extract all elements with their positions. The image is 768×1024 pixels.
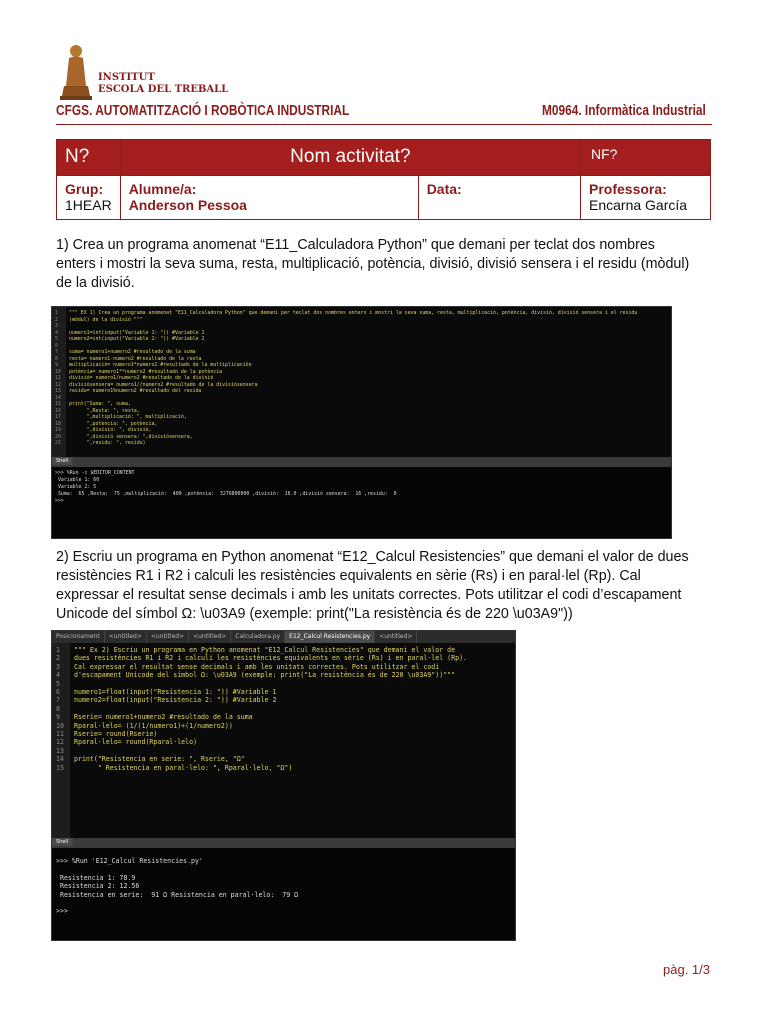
- exercise2-line-numbers: 1 2 3 4 5 6 7 8 9 10 11 12 13 14 15: [56, 646, 64, 772]
- date-cell: [418, 176, 580, 220]
- exercise2-shell-tab[interactable]: Shell: [52, 838, 73, 846]
- exercise1-shell-tab[interactable]: Shell: [52, 457, 73, 465]
- editor-tab-1[interactable]: <untitled>: [105, 631, 147, 643]
- page-number: pàg. 1/3: [663, 962, 710, 977]
- exercise1-editor: [52, 307, 671, 457]
- exercise1-shell[interactable]: [52, 467, 671, 538]
- nf-label: NF?: [581, 140, 711, 176]
- group-value: 1HEAR: [65, 197, 112, 213]
- teacher-value: Encarna García: [589, 197, 688, 213]
- editor-tab-3[interactable]: <untitled>: [189, 631, 231, 643]
- school-name-line2: ESCOLA DEL TREBALL: [98, 84, 229, 95]
- activity-number: N?: [57, 140, 121, 176]
- group-cell: [57, 176, 121, 220]
- header-divider: [56, 124, 712, 125]
- exercise1-statement: 1) Crea un programa anomenat “E11_Calculadora Python” que demani per teclat dos nombres enters i mostri la seva suma, resta, multiplicació, potència, divisió, divisió sensera i el residu (mòdul) de la divisió.: [56, 237, 690, 291]
- exercise2-statement: 2) Escriu un programa en Python anomenat “E12_Calcul Resistencies” que demani el valor de dues resistències R1 i R2 i calculi les resistències equivalents en sèrie (Rs) i en paral·lel (Rp). Cal expressar el resultat sense decimals i amb les unitats correctes. Pots utilitzar el codi d’escapament Unicode del símbol Ω: \u03A9 (exemple: print("La resistència és de 220 \u03A9")): [56, 549, 689, 622]
- exercise2-shell-tabbar: [52, 838, 515, 848]
- exercise1-shell-output: >>> %Run -c $EDITOR_CONTENT Variable 1: 60 Variable 2: 5 Suma: 65 ,Resta: 75 ,multiplicació: 400 ,potència: 3276800000 ,divisió: 16.0 ,divisió sensera: 16 ,residu: 0 >>>: [55, 470, 397, 504]
- date-label: Data:: [426, 181, 462, 197]
- group-label: Grup:: [65, 181, 104, 197]
- exercise2-shell[interactable]: [52, 848, 515, 940]
- activity-info-table: [56, 139, 711, 220]
- course-title: CFGS. AUTOMATITZACIÓ I ROBÒTICA INDUSTRIAL: [56, 103, 350, 119]
- exercise1-shell-tabbar: [52, 457, 671, 467]
- exercise1-line-numbers: 1 2 3 4 5 6 7 8 9 10 11 12 13 14 15 16 17 18 19 20 21: [55, 310, 61, 446]
- editor-tab-5[interactable]: E12_Calcul Resistencies.py: [285, 631, 375, 643]
- school-name-line1: INSTITUT: [98, 72, 155, 83]
- exercise2-code: """ Ex 2) Escriu un programa en Python anomenat "E12_Calcul Resistencies" que demani el valor de dues resistències R1 i R2 i calculi les resistències equivalents en sèrie (Rs) i en paral·lel (Rp). Cal expressar el resultat sense decimals i amb les unitats correctes. Pots utilitzar el codi d'escapament Unicode del símbol Ω: \u03A9 (exemple: print("La resistència és de 220 \u03A9"))""" numero1=float(input("Resistencia 1: ")) #Variable 1 numero2=float(input("Resistencia 2: ")) #Variable 2 Rserie= numero1+numero2 #resultado de la suma Rparal·lelo= (1/(1/numero1)+(1/numero2)) Rserie= round(Rserie) Rparal·lelo= round(Rparal·lelo) print("Resistencia en serie: ", Rserie, "Ω" " Resistencia en paral·lelo: ", Rparal·lelo, "Ω"): [74, 646, 468, 772]
- student-cell: [120, 176, 418, 220]
- editor-tab-0[interactable]: Posicionament: [52, 631, 105, 643]
- teacher-label: Professora:: [589, 181, 667, 197]
- exercise2-screenshot: [51, 630, 516, 941]
- school-name: [98, 72, 228, 96]
- editor-tab-2[interactable]: <untitled>: [147, 631, 189, 643]
- exercise1-screenshot: [51, 306, 672, 539]
- student-value: Anderson Pessoa: [128, 197, 247, 213]
- editor-tab-6[interactable]: <untitled>: [375, 631, 417, 643]
- school-logo-icon: [56, 42, 96, 102]
- student-label: Alumne/a:: [128, 181, 197, 197]
- exercise1-code: """ EX 1) Crea un programa anomenat "E11_Calculadora Python" que demani per teclat dos nombres enters i mostri la seva suma, resta, multiplicació, potència, divisió, divisió sensera i el residu (mòdul) de la divisió """ numero1=int(input("Variable 1: ")) #Variable 1 numero2=int(input("Variable 2: ")) #Variable 2 suma= numero1+numero2 #resultado de la suma resta= numero1-numero2 #resultado de la resta multiplicació= numero1*numero2 #resultado de la multiplicación potència= numero1**numero2 #resultado de la potència divisió= numero1/numero2 #resultado de la divisió divisiósensera= numero1//numero2 #resultado de la divisiósensera residu= numero1%numero2 #resultado del residu print("Suma: ", suma, ",Resta: ", resta, ",multiplicació: ", multiplicació, ",potència: ", potència, ",divisió: ", divisió, ",divisió sensera: ",divisiósensera, ",residu: ", residu): [69, 310, 638, 446]
- activity-name: Nom activitat?: [120, 140, 580, 176]
- editor-tab-4[interactable]: Calculadora.py: [231, 631, 285, 643]
- teacher-cell: [581, 176, 711, 220]
- exercise2-shell-output: >>> %Run 'E12_Calcul Resistencies.py' Resistencia 1: 78.9 Resistencia 2: 12.56 Resistencia en serie: 91 Ω Resistencia en paral·lelo: 79 Ω >>>: [56, 857, 299, 916]
- exercise2-editor: [52, 643, 515, 838]
- exercise2-editor-tabs: [52, 631, 515, 643]
- module-title: M0964. Informàtica Industrial: [542, 103, 706, 119]
